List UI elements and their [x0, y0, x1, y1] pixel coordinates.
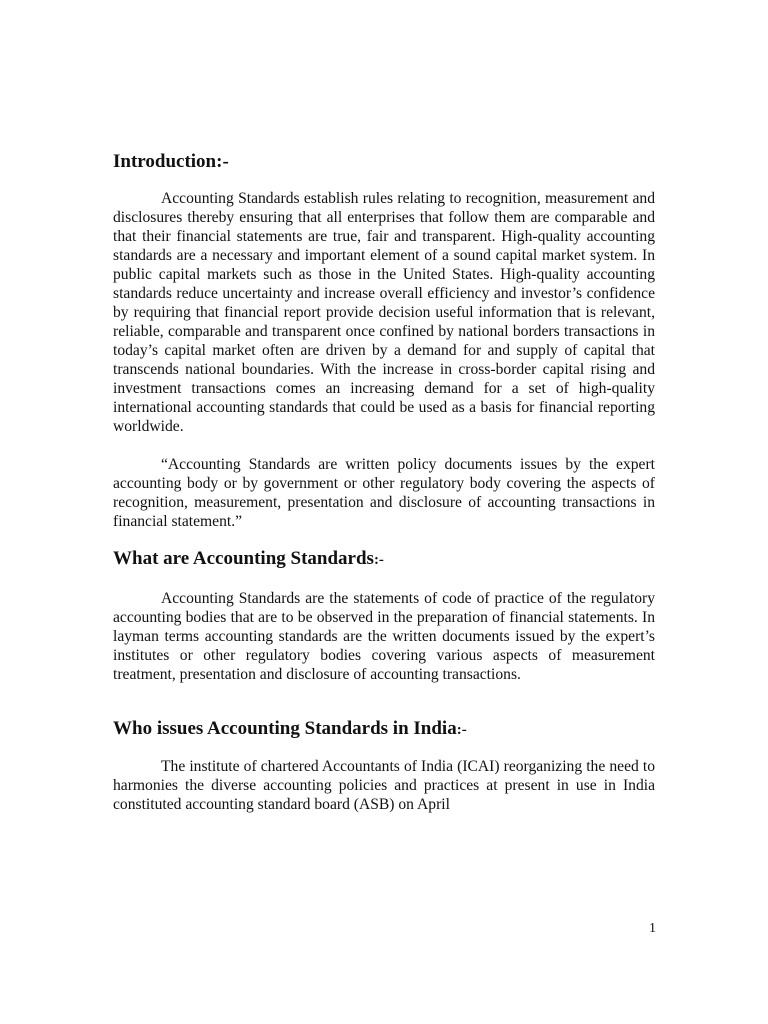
introduction-paragraph: Accounting Standards establish rules relating to recognition, measurement and disclosures thereby ensuring that all enterprises that follow them are comparable and that their financial statements are true, fair and transparent. High-quality accounting standards are a necessary and important element of a sound capital market system. In public capital markets such as those in the United States. High-quality accounting standards reduce uncertainty and increase overall efficiency and investor’s confidence by requiring that financial report provide decision useful information that is relevant, reliable, comparable and transparent once confined by national borders transactions in today’s capital market often are driven by a demand for and supply of capital that transcends national boundaries. With the increase in cross-border capital rising and investment transactions comes an increasing demand for a set of high-quality international accounting standards that could be used as a basis for financial reporting worldwide.: [113, 190, 655, 435]
what-are-accounting-standards-heading: [113, 547, 655, 572]
page-number: 1: [649, 921, 656, 936]
what-are-heading-text: What are Accounting Standards: [113, 548, 374, 569]
introduction-heading: Introduction:-: [113, 151, 229, 172]
definition-quote: “Accounting Standards are written policy documents issues by the expert accounting body or by government or other regulatory body covering the aspects of recognition, measurement, presentation and disclosure of accounting transactions in financial statement.”: [113, 456, 655, 530]
who-issues-accounting-standards-paragraph: The institute of chartered Accountants of India (ICAI) reorganizing the need to harmonies the diverse accounting policies and practices at present in use in India constituted accounting standard board (ASB) on April: [113, 758, 655, 813]
what-are-accounting-standards-paragraph: Accounting Standards are the statements of code of practice of the regulatory accounting bodies that are to be observed in the preparation of financial statements. In layman terms accounting standards are the written documents issued by the expert’s institutes or other regulatory bodies covering various aspects of measurement treatment, presentation and disclosure of accounting transactions.: [113, 590, 655, 683]
who-issues-heading-text: Who issues Accounting Standards in India: [113, 718, 457, 739]
what-are-heading-suffix: :-: [373, 552, 384, 568]
who-issues-heading-suffix: :-: [456, 722, 467, 738]
who-issues-accounting-standards-heading: [113, 717, 655, 742]
document-page: [113, 150, 655, 814]
